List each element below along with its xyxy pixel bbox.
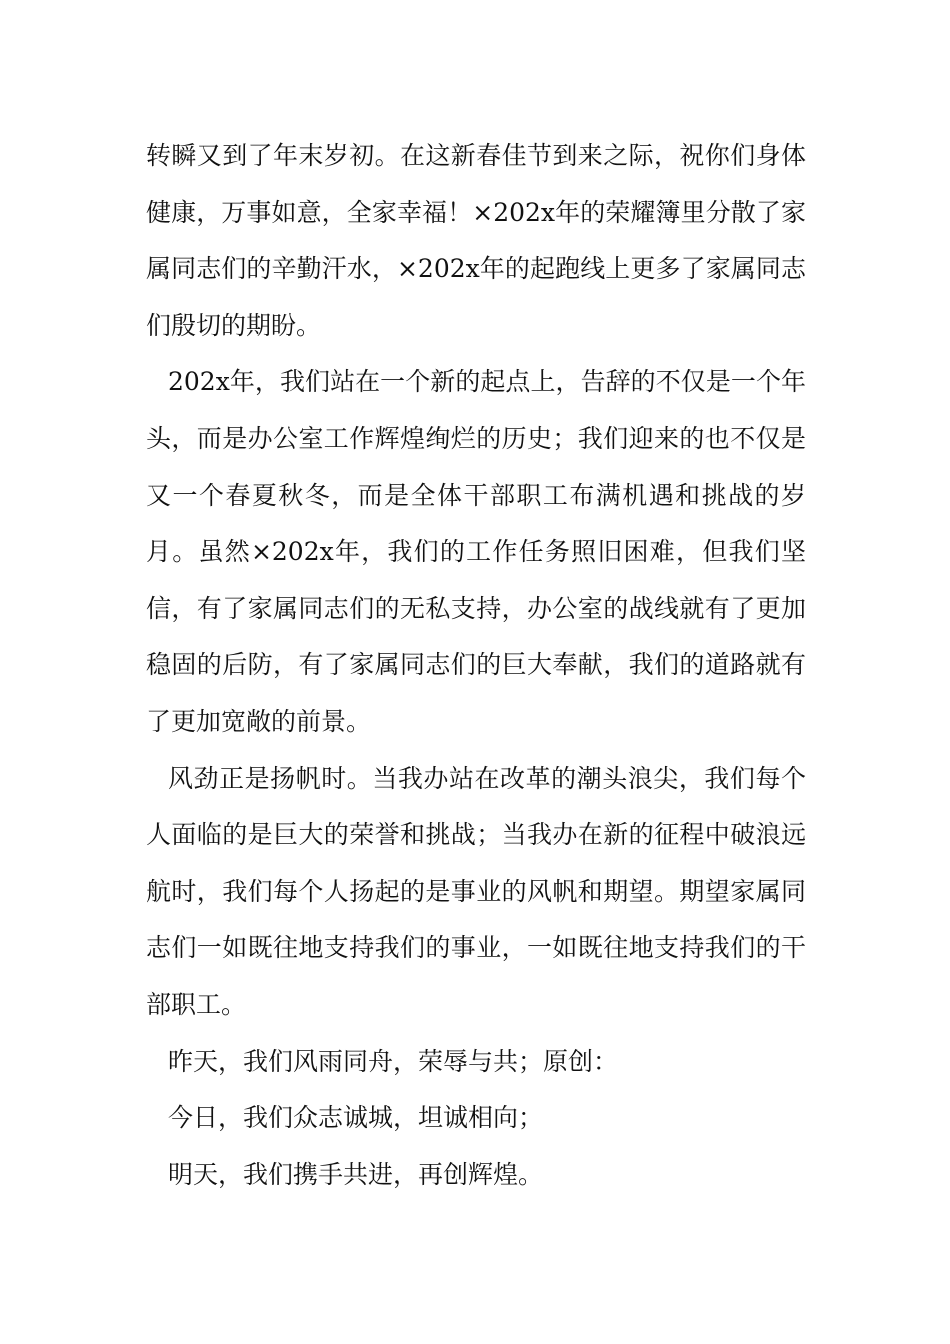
paragraph-setting-sail: 风劲正是扬帆时。当我办站在改革的潮头浪尖，我们每个人面临的是巨大的荣誉和挑战；当我办在新的征程中破浪远航时，我们每个人扬起的是事业的风帆和期望。期望家属同志们一如既往地支持我们的事业，一如既往地支持我们的干部职工。 bbox=[146, 763, 806, 1019]
paragraph-yesterday: 昨天，我们风雨同舟，荣辱与共；原创： bbox=[168, 1046, 619, 1076]
paragraph-new-starting-point: 202x年，我们站在一个新的起点上，告辞的不仅是一个年头，而是办公室工作辉煌绚烂的历史；我们迎来的也不仅是又一个春夏秋冬，而是全体干部职工布满机遇和挑战的岁月。虽然×202x年，我们的工作任务照旧困难，但我们坚信，有了家属同志们的无私支持，办公室的战线就有了更加稳固的后防，有了家属同志们的巨大奉献，我们的道路就有了更加宽敞的前景。 bbox=[146, 367, 806, 736]
paragraph-tomorrow: 明天，我们携手共进，再创辉煌。 bbox=[168, 1159, 544, 1189]
paragraph-today: 今日，我们众志诚城，坦诚相向； bbox=[168, 1103, 544, 1133]
paragraph-new-year-greeting: 转瞬又到了年末岁初。在这新春佳节到来之际，祝你们身体健康，万事如意，全家幸福！×202x年的荣耀簿里分散了家属同志们的辛勤汗水，×202x年的起跑线上更多了家属同志们殷切的期盼。 bbox=[146, 141, 806, 340]
document-page bbox=[146, 128, 806, 1203]
